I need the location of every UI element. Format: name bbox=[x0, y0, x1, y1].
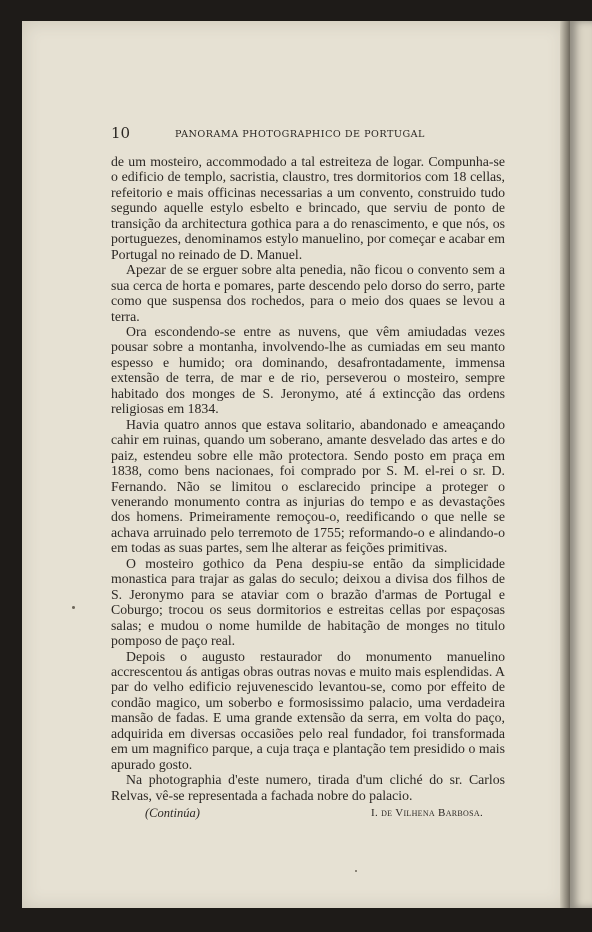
paper-speck bbox=[355, 870, 357, 872]
page-number: 10 bbox=[111, 124, 131, 142]
paragraph-1: de um mosteiro, accommodado a tal estreiteza de logar. Compunha-se o edificio de templo, sacristia, claustro, tres dormitorios com 18 cellas, refeitorio e mais officinas necessarias a um convento, construido tudo segundo aquelle estylo esbelto e brincado, que serviu de ponto de transição da architectura gothica para a do renascimento, e que nós, os portuguezes, denominamos estylo manuelino, por começar e acabar em Portugal no reinado de D. Manuel. bbox=[111, 154, 505, 262]
next-page-edge bbox=[570, 21, 592, 908]
paragraph-6: Depois o augusto restaurador do monumento manuelino accrescentou ás antigas obras outras novas e muito mais esplendidas. A par do velho edificio rejuvenescido levantou-se, como por effeito de condão magico, um soberbo e formosissimo palacio, uma verdadeira mansão de fadas. E uma grande extensão da serra, em volta do paço, adquirida em diversas occasiões pelo real fundador, foi transformada em um magnifico parque, a cuja traça e plantação tem presidido o mais apurado gosto. bbox=[111, 648, 505, 772]
paragraph-4: Havia quatro annos que estava solitario, abandonado e ameaçando cahir em ruinas, quando um soberano, amante desvelado das artes e do paiz, estendeu sobre elle mão protectora. Sendo posto em praça em 1838, como bens nacionaes, foi comprado por S. M. el-rei o sr. D. Fernando. Não se limitou o esclarecido principe a proteger o venerando monumento contra as injurias do tempo e as devastações dos homens. Primeiramente remoçou-o, reedificando o que nelle se achava arruinado pelo terremoto de 1755; reformando-o e alindando-o em todas as suas partes, sem lhe alterar as feições primitivas. bbox=[111, 416, 505, 556]
paragraph-5: O mosteiro gothico da Pena despiu-se então da simplicidade monastica para trajar as galas do seculo; deixou a divisa dos filhos de S. Jeronymo para se ataviar com o brazão d'armas de Portugal e Coburgo; trocou os seus dormitorios e estreitas cellas por espaçosas salas; e mudou o nome humilde de habitação de monges no titulo pomposo de paço real. bbox=[111, 555, 505, 649]
paragraph-7: Na photographia d'este numero, tirada d'um cliché do sr. Carlos Relvas, vê-se representada a fachada nobre do palacio. bbox=[111, 772, 505, 803]
author-signature: I. de Vilhena Barbosa. bbox=[371, 807, 483, 819]
running-title: PANORAMA PHOTOGRAPHICO DE PORTUGAL bbox=[175, 129, 425, 140]
article-body bbox=[111, 154, 505, 803]
paper-speck bbox=[72, 606, 75, 609]
continua-note: (Continúa) bbox=[145, 806, 200, 820]
paragraph-2: Apezar de se erguer sobre alta penedia, não ficou o convento sem a sua cerca de horta e pomares, parte descendo pelo dorso do serro, parte como que suspensa dos rochedos, para o meio dos quaes se levou a terra. bbox=[111, 262, 505, 324]
article-closing bbox=[111, 806, 505, 822]
paragraph-3: Ora escondendo-se entre as nuvens, que vêm amiudadas vezes pousar sobre a montanha, involvendo-lhe as cumiadas em seu manto espesso e humido; ora dominando, desafrontadamente, immensa extensão de terra, de mar e de rio, perseverou o mosteiro, sempre habitado dos monges de S. Jeronymo, até á extincção das ordens religiosas em 1834. bbox=[111, 323, 505, 417]
page-header bbox=[111, 124, 505, 144]
